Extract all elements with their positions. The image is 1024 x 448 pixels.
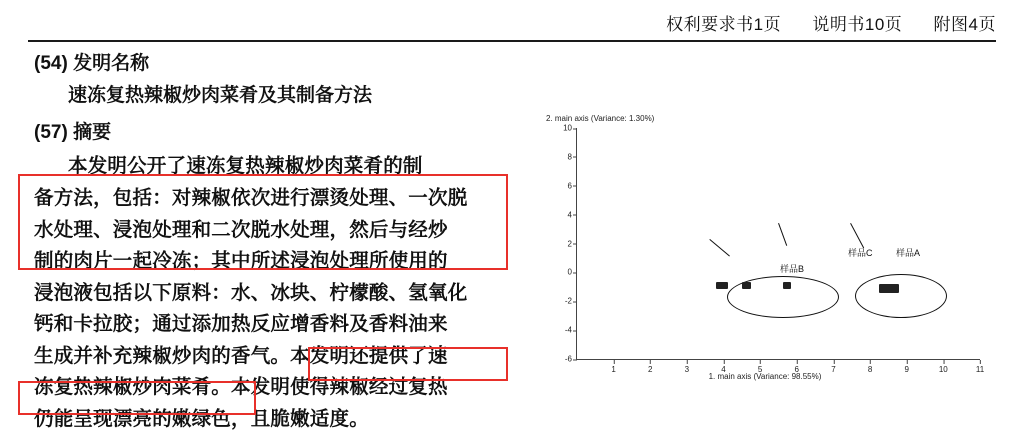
abstract-line: 浸泡液包括以下原料：水、冰块、柠檬酸、氢氧化 xyxy=(34,281,468,304)
sample-c-label: 样品C xyxy=(848,248,873,258)
abstract-line: 本发明公开了速冻复热辣椒炒肉菜肴的制 xyxy=(68,155,423,178)
chart-y-tick: -4 xyxy=(564,325,572,335)
header-claims-pages: 权利要求书1页 xyxy=(666,15,782,34)
field-57-heading xyxy=(34,119,514,148)
abstract-text-column xyxy=(34,48,514,436)
chart-x-axis-label: 1. main axis (Variance: 98.55%) xyxy=(708,372,822,381)
chart-y-tick: 0 xyxy=(567,267,572,277)
data-point-sample-c xyxy=(783,282,791,289)
chart-y-tick: 4 xyxy=(567,210,572,220)
chart-plot-area xyxy=(563,123,985,374)
chart-y-tick: -2 xyxy=(564,296,572,306)
chart-x-tick: 3 xyxy=(684,365,690,374)
data-point-sample-b xyxy=(716,282,728,289)
field-54-code: (54) xyxy=(34,53,68,74)
data-point-sample-a xyxy=(879,284,899,293)
leader-line-sample-a xyxy=(850,223,864,248)
pca-scatter-chart xyxy=(530,104,1000,404)
header-page-counts xyxy=(666,10,996,35)
field-54-heading xyxy=(34,50,514,79)
header-description-pages: 说明书10页 xyxy=(812,15,903,34)
abstract-line: 生成并补充辣椒炒肉的香气。本发明还提供了速 xyxy=(34,344,448,367)
data-point-sample-b xyxy=(742,282,751,289)
abstract-line: 水处理、浸泡处理和二次脱水处理，然后与经炒 xyxy=(34,218,448,241)
chart-x-tick: 6 xyxy=(794,365,800,374)
abstract-line: 仍能呈现漂亮的嫩绿色，且脆嫩适度。 xyxy=(34,408,369,431)
abstract-line: 冻复热辣椒炒肉菜肴。本发明使得辣椒经过复热 xyxy=(34,376,448,399)
field-54-label: 发明名称 xyxy=(73,53,150,74)
chart-x-tick: 5 xyxy=(757,365,763,374)
field-57-label: 摘要 xyxy=(73,121,112,143)
sample-a-label: 样品A xyxy=(896,248,921,258)
chart-x-tick: 8 xyxy=(867,365,873,374)
chart-x-tick: 11 xyxy=(975,365,985,374)
field-57-code: (57) xyxy=(34,121,68,143)
cluster-ellipse-a xyxy=(855,274,947,318)
invention-title: 速冻复热辣椒炒肉菜肴及其制备方法 xyxy=(68,84,373,106)
abstract-line: 制的肉片一起冷冻；其中所述浸泡处理所使用的 xyxy=(34,250,448,273)
abstract-line: 钙和卡拉胶；通过添加热反应增香料及香料油来 xyxy=(34,313,448,336)
chart-x-tick: 4 xyxy=(721,365,726,374)
chart-y-axis-label: 2. main axis (Variance: 1.30%) xyxy=(546,114,655,123)
header-drawings-pages: 附图4页 xyxy=(933,15,996,34)
abstract-body xyxy=(34,151,514,435)
chart-x-tick: 10 xyxy=(938,365,948,374)
chart-x-tick: 2 xyxy=(648,365,653,374)
chart-x-tick: 1 xyxy=(611,365,616,374)
abstract-line: 备方法，包括：对辣椒依次进行漂烫处理、一次脱 xyxy=(34,186,468,209)
chart-y-tick: 8 xyxy=(567,152,572,162)
chart-y-tick: 10 xyxy=(563,123,572,133)
chart-y-tick: 2 xyxy=(567,239,572,248)
chart-x-tick: 9 xyxy=(904,365,909,374)
chart-x-tick: 7 xyxy=(831,365,836,374)
page-header xyxy=(0,6,1024,38)
header-divider xyxy=(28,40,996,42)
leader-line-sample-c xyxy=(778,223,787,246)
chart-y-tick: 6 xyxy=(567,181,572,191)
sample-b-label: 样品B xyxy=(780,264,805,274)
chart-y-tick: -6 xyxy=(564,354,572,364)
leader-line-sample-b xyxy=(709,239,730,256)
